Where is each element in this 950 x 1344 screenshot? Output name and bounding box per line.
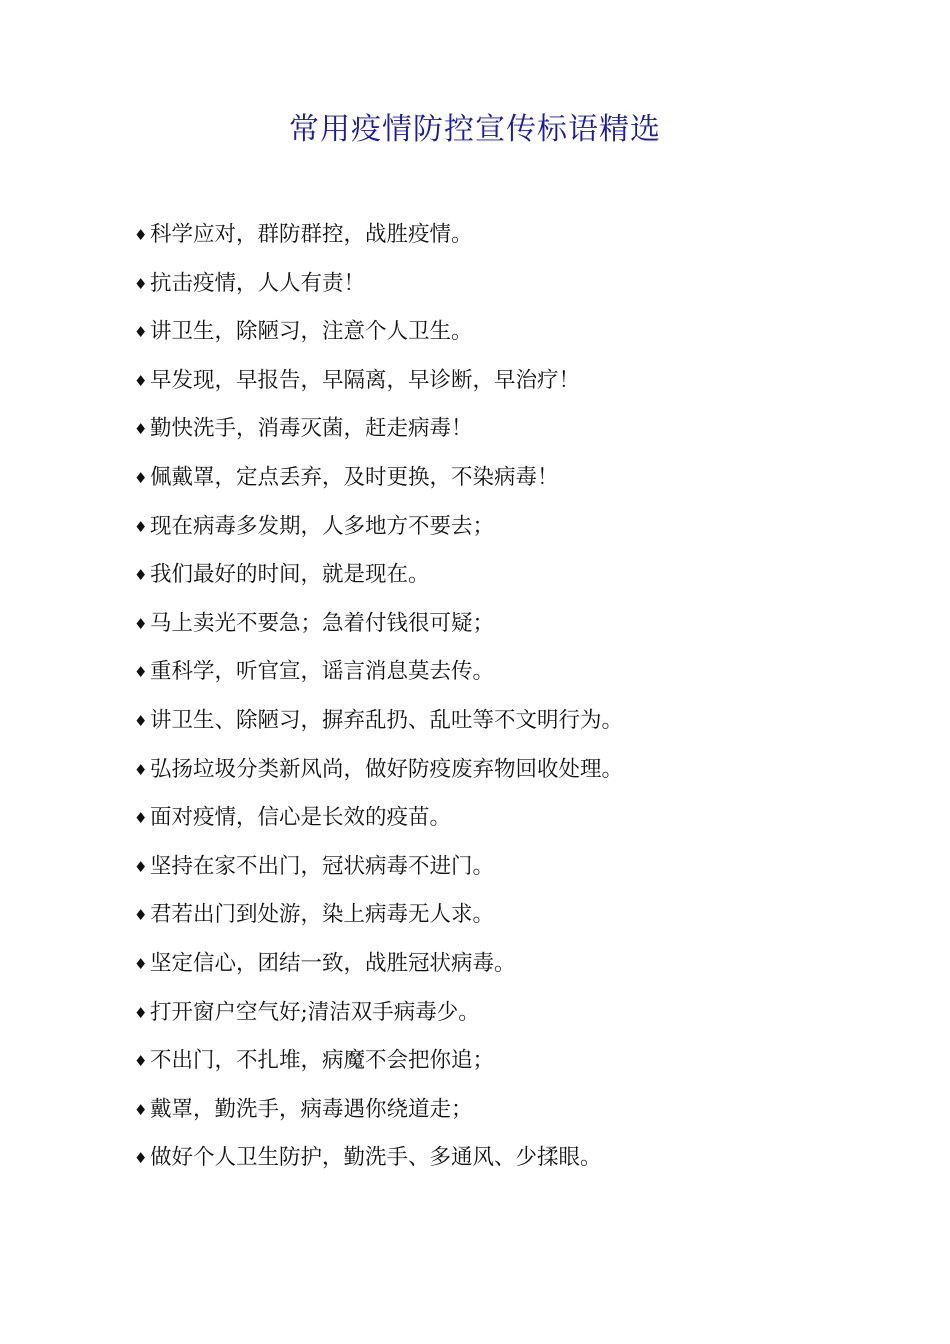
slogan-text: 重科学，听官宣，谣言消息莫去传。 bbox=[150, 659, 495, 685]
diamond-bullet-icon: ♦ bbox=[134, 566, 148, 585]
diamond-bullet-icon: ♦ bbox=[134, 517, 148, 536]
slogan-text: 马上卖光不要急；急着付钱很可疑； bbox=[150, 610, 495, 636]
slogan-text: 不出门，不扎堆，病魔不会把你追； bbox=[150, 1048, 495, 1074]
slogan-text: 讲卫生、除陋习，摒弃乱扔、乱吐等不文明行为。 bbox=[150, 707, 624, 733]
slogan-item bbox=[134, 648, 623, 697]
diamond-bullet-icon: ♦ bbox=[134, 468, 148, 487]
slogan-text: 君若出门到处游，染上病毒无人求。 bbox=[150, 902, 495, 928]
diamond-bullet-icon: ♦ bbox=[134, 1100, 148, 1119]
diamond-bullet-icon: ♦ bbox=[134, 323, 148, 342]
diamond-bullet-icon: ♦ bbox=[134, 857, 148, 876]
slogan-text: 坚定信心，团结一致，战胜冠状病毒。 bbox=[150, 950, 516, 976]
diamond-bullet-icon: ♦ bbox=[134, 954, 148, 973]
slogan-item bbox=[134, 1037, 623, 1086]
slogan-text: 面对疫情，信心是长效的疫苗。 bbox=[150, 805, 452, 831]
slogan-item bbox=[134, 260, 623, 309]
slogan-list bbox=[134, 211, 623, 1183]
slogan-item bbox=[134, 1086, 623, 1135]
slogan-item bbox=[134, 211, 623, 260]
slogan-item bbox=[134, 794, 623, 843]
slogan-text: 打开窗户空气好;清洁双手病毒少。 bbox=[150, 999, 480, 1025]
diamond-bullet-icon: ♦ bbox=[134, 614, 148, 633]
slogan-text: 科学应对，群防群控，战胜疫情。 bbox=[150, 222, 473, 247]
slogan-item bbox=[134, 357, 623, 406]
slogan-item bbox=[134, 308, 623, 357]
slogan-item bbox=[134, 746, 623, 795]
slogan-item bbox=[134, 405, 623, 454]
diamond-bullet-icon: ♦ bbox=[134, 371, 148, 390]
diamond-bullet-icon: ♦ bbox=[134, 906, 148, 925]
slogan-text: 勤快洗手，消毒灭菌，赶走病毒！ bbox=[150, 416, 473, 442]
document-title: 常用疫情防控宣传标语精选 bbox=[289, 112, 661, 147]
slogan-text: 做好个人卫生防护，勤洗手、多通风、少揉眼。 bbox=[150, 1145, 602, 1171]
slogan-item bbox=[134, 503, 623, 552]
slogan-item bbox=[134, 551, 623, 600]
slogan-text: 现在病毒多发期，人多地方不要去； bbox=[150, 513, 495, 539]
slogan-text: 早发现，早报告，早隔离，早诊断，早治疗！ bbox=[150, 367, 581, 393]
slogan-text: 佩戴罩，定点丢弃，及时更换，不染病毒！ bbox=[150, 464, 559, 490]
diamond-bullet-icon: ♦ bbox=[134, 809, 148, 828]
diamond-bullet-icon: ♦ bbox=[134, 1003, 148, 1022]
slogan-text: 戴罩，勤洗手，病毒遇你绕道走； bbox=[150, 1096, 473, 1122]
slogan-text: 我们最好的时间，就是现在。 bbox=[150, 562, 430, 588]
slogan-text: 弘扬垃圾分类新风尚，做好防疫废弃物回收处理。 bbox=[150, 756, 624, 782]
diamond-bullet-icon: ♦ bbox=[134, 420, 148, 439]
slogan-item bbox=[134, 843, 623, 892]
diamond-bullet-icon: ♦ bbox=[134, 226, 148, 244]
diamond-bullet-icon: ♦ bbox=[134, 663, 148, 682]
slogan-item bbox=[134, 940, 623, 989]
slogan-text: 讲卫生，除陋习，注意个人卫生。 bbox=[150, 319, 473, 345]
slogan-text: 抗击疫情，人人有责！ bbox=[150, 270, 366, 296]
slogan-item bbox=[134, 989, 623, 1038]
slogan-item bbox=[134, 697, 623, 746]
slogan-item bbox=[134, 1134, 623, 1183]
diamond-bullet-icon: ♦ bbox=[134, 1052, 148, 1071]
slogan-item bbox=[134, 891, 623, 940]
diamond-bullet-icon: ♦ bbox=[134, 274, 148, 293]
diamond-bullet-icon: ♦ bbox=[134, 1149, 148, 1168]
diamond-bullet-icon: ♦ bbox=[134, 711, 148, 730]
slogan-item bbox=[134, 600, 623, 649]
slogan-item bbox=[134, 454, 623, 503]
slogan-text: 坚持在家不出门，冠状病毒不进门。 bbox=[150, 853, 495, 879]
diamond-bullet-icon: ♦ bbox=[134, 760, 148, 779]
